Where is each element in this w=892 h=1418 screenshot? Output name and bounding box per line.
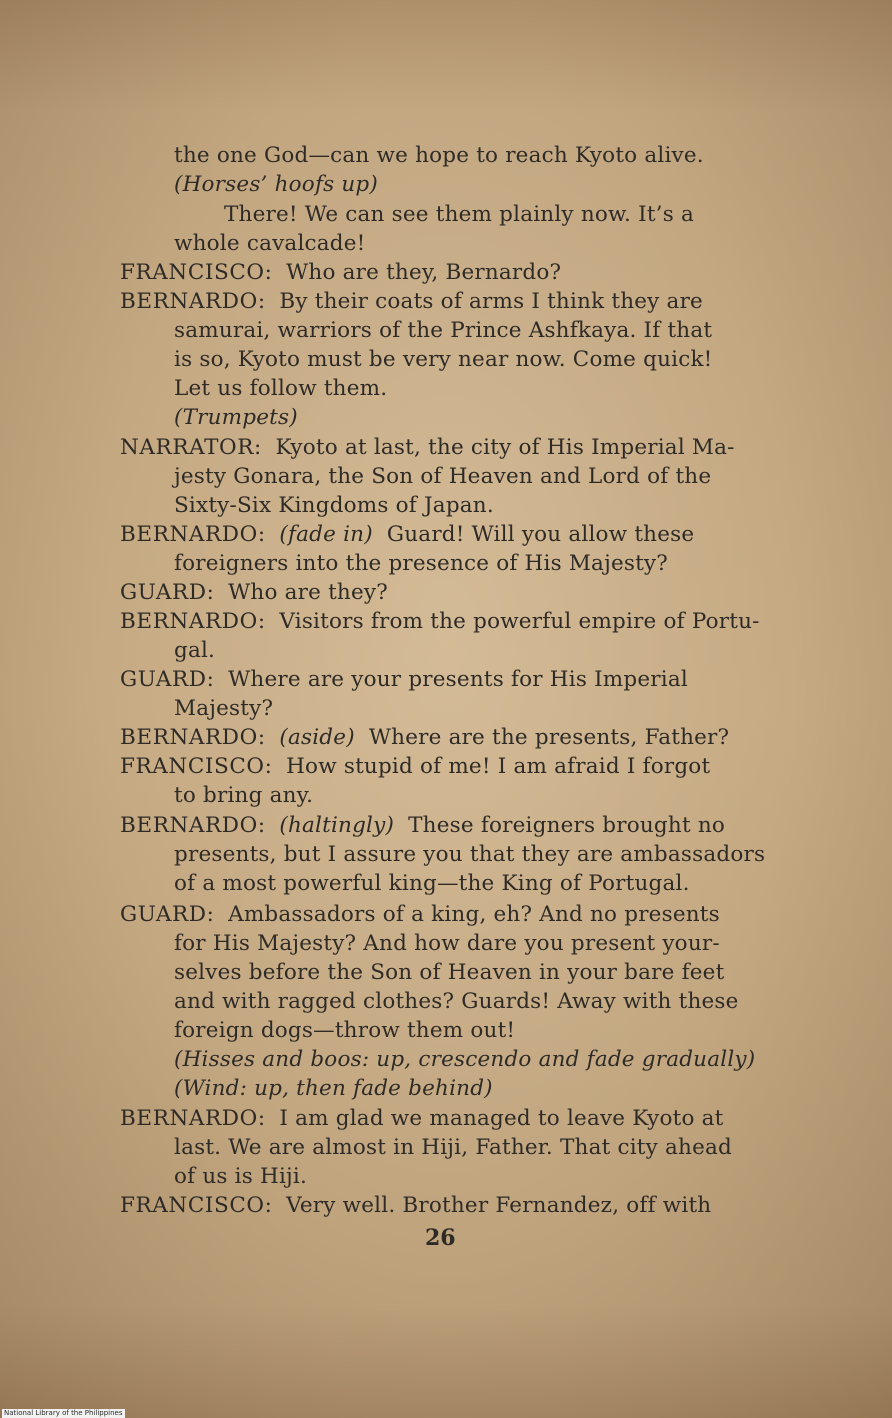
dialogue-line: jesty Gonara, the Son of Heaven and Lord of the xyxy=(174,464,712,489)
dialogue-line: There! We can see them plainly now. It’s a xyxy=(224,202,694,227)
speaker-name: GUARD xyxy=(120,902,207,927)
dialogue-line: of us is Hiji. xyxy=(174,1164,307,1189)
dialogue-line: BERNARDO: By their coats of arms I think they are xyxy=(120,289,703,314)
dialogue-line: is so, Kyoto must be very near now. Come quick! xyxy=(174,347,713,372)
stage-direction: (haltingly) xyxy=(279,813,395,838)
dialogue-line: BERNARDO: (haltingly) These foreigners brought no xyxy=(120,813,726,838)
dialogue-line: FRANCISCO: Very well. Brother Fernandez, off with xyxy=(120,1193,712,1218)
dialogue-line: whole cavalcade! xyxy=(174,231,366,256)
library-credit: National Library of the Philippines xyxy=(4,1409,123,1417)
speaker-name: FRANCISCO xyxy=(120,260,265,285)
speaker-name: BERNARDO xyxy=(120,289,258,314)
dialogue-line: BERNARDO: Visitors from the powerful empire of Portu- xyxy=(120,609,760,634)
speaker-name: GUARD xyxy=(120,667,207,692)
dialogue-line: foreign dogs—throw them out! xyxy=(174,1018,516,1043)
dialogue-line: GUARD: Ambassadors of a king, eh? And no presents xyxy=(120,902,720,927)
dialogue-line: GUARD: Who are they? xyxy=(120,580,388,605)
dialogue-line: FRANCISCO: Who are they, Bernardo? xyxy=(120,260,562,285)
dialogue-line: last. We are almost in Hiji, Father. That city ahead xyxy=(174,1135,732,1160)
dialogue-line: and with ragged clothes? Guards! Away with these xyxy=(174,989,739,1014)
speaker-name: NARRATOR xyxy=(120,435,255,460)
dialogue-line: to bring any. xyxy=(174,783,314,808)
dialogue-line: selves before the Son of Heaven in your bare feet xyxy=(174,960,725,985)
dialogue-line: Majesty? xyxy=(174,696,274,721)
speaker-name: FRANCISCO xyxy=(120,1193,265,1218)
dialogue-line: Let us follow them. xyxy=(174,376,388,401)
speaker-name: BERNARDO xyxy=(120,609,258,634)
speaker-name: BERNARDO xyxy=(120,1106,258,1131)
dialogue-line: foreigners into the presence of His Majesty? xyxy=(174,551,669,576)
dialogue-line: BERNARDO: I am glad we managed to leave Kyoto at xyxy=(120,1106,724,1131)
dialogue-line: samurai, warriors of the Prince Ashfkaya. If that xyxy=(174,318,713,343)
dialogue-line: for His Majesty? And how dare you present your- xyxy=(174,931,720,956)
speaker-name: BERNARDO xyxy=(120,813,258,838)
speaker-name: BERNARDO xyxy=(120,725,258,750)
dialogue-line: the one God—can we hope to reach Kyoto alive. xyxy=(174,143,704,168)
dialogue-line: GUARD: Where are your presents for His Imperial xyxy=(120,667,688,692)
dialogue-line: BERNARDO: (fade in) Guard! Will you allow these xyxy=(120,522,695,547)
stage-direction: (fade in) xyxy=(279,522,373,547)
dialogue-line: Sixty-Six Kingdoms of Japan. xyxy=(174,493,494,518)
speaker-name: GUARD xyxy=(120,580,207,605)
speaker-name: BERNARDO xyxy=(120,522,258,547)
page-number: 26 xyxy=(425,1225,456,1251)
dialogue-line: FRANCISCO: How stupid of me! I am afraid I forgot xyxy=(120,754,711,779)
dialogue-line: presents, but I assure you that they are ambassadors xyxy=(174,842,766,867)
dialogue-line: NARRATOR: Kyoto at last, the city of His Imperial Ma- xyxy=(120,435,735,460)
dialogue-line: gal. xyxy=(174,638,216,663)
stage-direction: (aside) xyxy=(279,725,355,750)
stage-direction: (Horses’ hoofs up) xyxy=(174,172,378,197)
stage-direction: (Trumpets) xyxy=(174,405,298,430)
dialogue-line: of a most powerful king—the King of Portugal. xyxy=(174,871,690,896)
stage-direction: (Hisses and boos: up, crescendo and fade gradually) xyxy=(174,1047,756,1072)
dialogue-line: BERNARDO: (aside) Where are the presents, Father? xyxy=(120,725,730,750)
speaker-name: FRANCISCO xyxy=(120,754,265,779)
stage-direction: (Wind: up, then fade behind) xyxy=(174,1076,493,1101)
